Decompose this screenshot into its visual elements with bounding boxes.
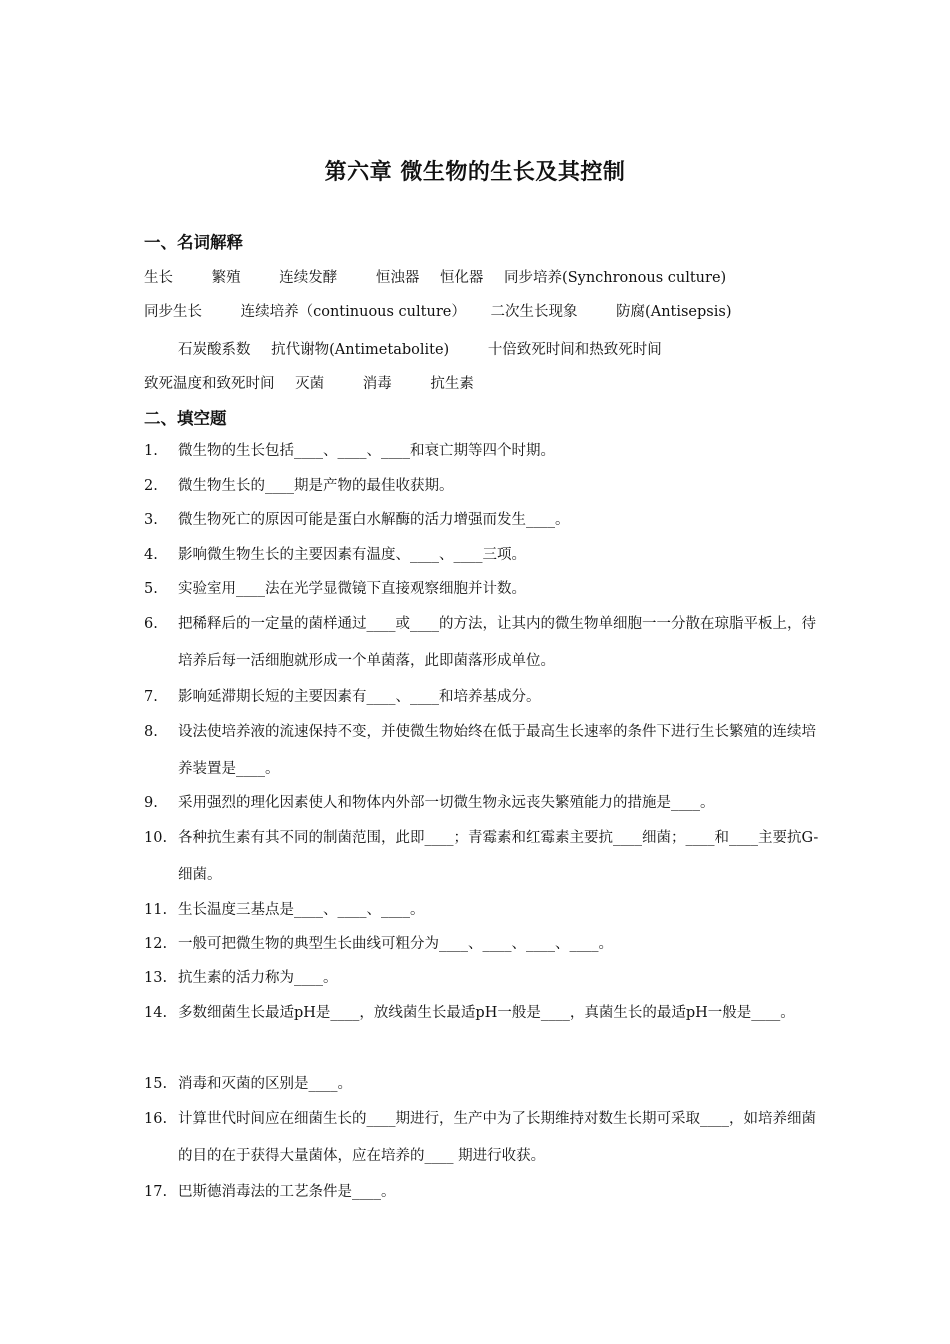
term: 同步培养(Synchronous culture) [504,270,727,286]
question-text: 微生物死亡的原因可能是蛋白水解酶的活力增强而发生____。 [178,512,570,528]
terms-row-2 [144,300,731,321]
question-number: 1. [144,443,158,459]
question-number: 10. [144,830,168,846]
question-number: 4. [144,547,158,563]
question-number: 17. [144,1184,168,1200]
question-item [144,961,824,995]
term: 抗代谢物(Antimetabolite) [271,342,450,358]
question-item [144,1101,824,1175]
question-text: 计算世代时间应在细菌生长的____期进行，生产中为了长期维持对数生长期可采取____，如培养细菌的目的在于获得大量菌体，应在培养的____ 期进行收获。 [178,1111,816,1164]
term: 连续培养（continuous culture） [240,304,466,320]
term: 繁殖 [211,270,241,286]
question-text: 设法使培养液的流速保持不变，并使微生物始终在低于最高生长速率的条件下进行生长繁殖的连续培养装置是____。 [178,724,816,777]
question-text: 抗生素的活力称为____。 [178,970,338,986]
question-item [144,572,824,606]
terms-row-4 [144,372,474,393]
question-number: 12. [144,936,168,952]
question-number: 6. [144,616,158,632]
question-item [144,503,824,537]
question-item [144,714,824,788]
question-item [144,786,824,820]
question-number: 5. [144,581,158,597]
question-text: 微生物生长的____期是产物的最佳收获期。 [178,478,454,494]
question-item [144,820,824,894]
term: 致死温度和致死时间 [144,376,275,392]
term: 消毒 [362,376,392,392]
question-text: 巴斯德消毒法的工艺条件是____。 [178,1184,396,1200]
question-text: 各种抗生素有其不同的制菌范围，此即____；青霉素和红霉素主要抗____细菌；____和____主要抗G-细菌。 [178,830,819,883]
question-number: 14. [144,1005,168,1021]
terms-row-3 [178,338,662,359]
term: 连续发酵 [279,270,338,286]
page-title: 第六章 微生物的生长及其控制 [324,160,626,185]
question-text: 把稀释后的一定量的菌样通过____或____的方法，让其内的微生物单细胞一一分散在琼脂平板上，待培养后每一活细胞就形成一个单菌落，此即菌落形成单位。 [178,616,816,669]
question-item [144,538,824,572]
term: 灭菌 [295,376,325,392]
question-item [144,469,824,503]
question-number: 11. [144,902,168,918]
question-number: 2. [144,478,158,494]
term: 十倍致死时间和热致死时间 [487,342,662,358]
question-item [144,927,824,961]
question-text: 影响延滞期长短的主要因素有____、____和培养基成分。 [178,689,541,705]
question-item [144,606,824,680]
term: 防腐(Antisepsis) [616,304,732,320]
question-number: 9. [144,795,158,811]
term: 二次生长现象 [490,304,578,320]
question-number: 3. [144,512,158,528]
question-number: 15. [144,1076,168,1092]
question-text: 消毒和灭菌的区别是____。 [178,1076,352,1092]
question-number: 8. [144,724,158,740]
question-number: 13. [144,970,168,986]
question-number: 7. [144,689,158,705]
question-text: 实验室用____法在光学显微镜下直接观察细胞并计数。 [178,581,526,597]
section-heading-fill-blanks: 二、填空题 [144,409,227,428]
term: 同步生长 [144,304,202,320]
term: 恒浊器 [375,270,420,286]
question-item [144,434,824,468]
question-item [144,680,824,714]
question-text: 生长温度三基点是____、____、____。 [178,902,425,918]
question-text: 微生物的生长包括____、____、____和衰亡期等四个时期。 [178,443,555,459]
question-text: 多数细菌生长最适pH是____，放线菌生长最适pH一般是____，真菌生长的最适pH一般是____。 [178,1005,795,1021]
question-item [144,893,824,927]
question-item [144,1067,824,1101]
section-heading-definitions: 一、名词解释 [144,233,243,252]
question-number: 16. [144,1111,168,1127]
question-item [144,1175,824,1209]
term: 抗生素 [430,376,474,392]
term: 生长 [144,270,173,286]
terms-row-1 [144,266,726,287]
question-item [144,995,824,1032]
question-text: 影响微生物生长的主要因素有温度、____、____三项。 [178,547,526,563]
question-text: 一般可把微生物的典型生长曲线可粗分为____、____、____、____。 [178,936,613,952]
term: 恒化器 [439,270,484,286]
question-text: 采用强烈的理化因素使人和物体内外部一切微生物永远丧失繁殖能力的措施是____。 [178,795,715,811]
term: 石炭酸系数 [178,342,251,358]
